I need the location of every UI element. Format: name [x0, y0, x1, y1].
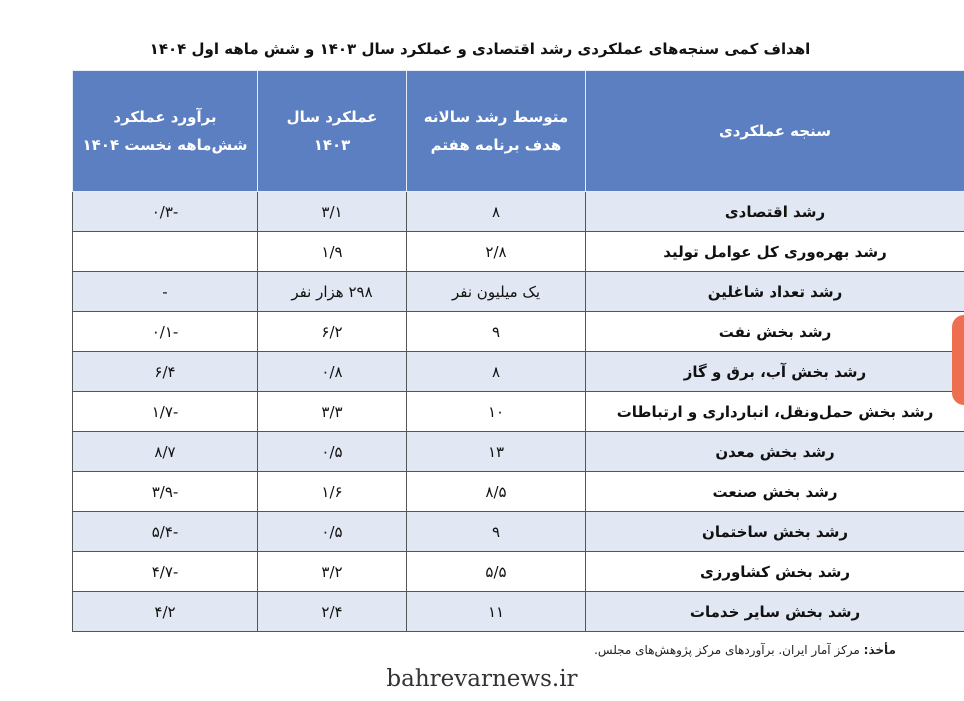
- table-row: [73, 512, 964, 552]
- cell-metric: رشد بخش آب، برق و گاز: [586, 352, 964, 392]
- cell-target: ۱۰: [407, 392, 586, 432]
- header-perf-1403: عملکرد سال ۱۴۰۳: [258, 71, 407, 192]
- cell-perf-1403: ۲۹۸ هزار نفر: [258, 272, 407, 312]
- cell-metric: رشد بخش ساختمان: [586, 512, 964, 552]
- table-title: اهداف کمی سنجه‌های عملکردی رشد اقتصادی و عملکرد سال ۱۴۰۳ و شش ماهه اول ۱۴۰۴: [149, 40, 811, 58]
- cell-target: ۸: [407, 352, 586, 392]
- table-row: [73, 432, 964, 472]
- cell-estimate-1404: -۰/۳: [73, 192, 258, 232]
- cell-perf-1403: ۱/۹: [258, 232, 407, 272]
- cell-perf-1403: ۳/۱: [258, 192, 407, 232]
- site-watermark: bahrevarnews.ir: [386, 666, 578, 692]
- header-target: متوسط رشد سالانه هدف برنامه هفتم: [407, 71, 586, 192]
- table-row: [73, 312, 964, 352]
- cell-perf-1403: ۰/۵: [258, 512, 407, 552]
- source-label: مأخذ:: [863, 643, 896, 657]
- cell-perf-1403: ۱/۶: [258, 472, 407, 512]
- cell-estimate-1404: -۳/۹: [73, 472, 258, 512]
- table-row: [73, 232, 964, 272]
- cell-target: ۸: [407, 192, 586, 232]
- cell-metric: رشد تعداد شاغلین: [586, 272, 964, 312]
- source-note: [594, 643, 896, 657]
- cell-metric: رشد بخش حمل‌ونقل، انبارداری و ارتباطات: [586, 392, 964, 432]
- table-row: [73, 472, 964, 512]
- cell-metric: رشد بهره‌وری کل عوامل تولید: [586, 232, 964, 272]
- cell-target: ۱۳: [407, 432, 586, 472]
- cell-metric: رشد بخش نفت: [586, 312, 964, 352]
- cell-perf-1403: ۳/۲: [258, 552, 407, 592]
- source-text: مرکز آمار ایران. برآوردهای مرکز پژوهش‌های مجلس.: [594, 643, 860, 657]
- cell-target: ۹: [407, 312, 586, 352]
- table-row: [73, 272, 964, 312]
- header-metric: سنجه عملکردی: [586, 71, 964, 192]
- cell-metric: رشد بخش سایر خدمات: [586, 592, 964, 632]
- header-row: [73, 71, 964, 192]
- cell-metric: رشد اقتصادی: [586, 192, 964, 232]
- cell-metric: رشد بخش معدن: [586, 432, 964, 472]
- table-row: [73, 592, 964, 632]
- cell-metric: رشد بخش صنعت: [586, 472, 964, 512]
- cell-estimate-1404: -: [73, 272, 258, 312]
- cell-target: ۱۱: [407, 592, 586, 632]
- cell-perf-1403: ۳/۳: [258, 392, 407, 432]
- cell-metric: رشد بخش کشاورزی: [586, 552, 964, 592]
- cell-target: ۲/۸: [407, 232, 586, 272]
- cell-perf-1403: ۰/۵: [258, 432, 407, 472]
- cell-estimate-1404: -۰/۱: [73, 312, 258, 352]
- cell-perf-1403: ۲/۴: [258, 592, 407, 632]
- cell-estimate-1404: [73, 232, 258, 272]
- cell-perf-1403: ۶/۲: [258, 312, 407, 352]
- cell-target: ۵/۵: [407, 552, 586, 592]
- performance-table: [72, 70, 964, 632]
- header-estimate-1404: برآورد عملکرد شش‌ماهه نخست ۱۴۰۴: [73, 71, 258, 192]
- cell-estimate-1404: -۵/۴: [73, 512, 258, 552]
- table-row: [73, 392, 964, 432]
- cell-target: یک میلیون نفر: [407, 272, 586, 312]
- cell-estimate-1404: ۶/۴: [73, 352, 258, 392]
- cell-target: ۹: [407, 512, 586, 552]
- side-tab[interactable]: [952, 315, 964, 405]
- cell-estimate-1404: -۱/۷: [73, 392, 258, 432]
- cell-perf-1403: ۰/۸: [258, 352, 407, 392]
- cell-estimate-1404: ۸/۷: [73, 432, 258, 472]
- table-row: [73, 352, 964, 392]
- table-row: [73, 192, 964, 232]
- cell-estimate-1404: -۴/۷: [73, 552, 258, 592]
- cell-estimate-1404: ۴/۲: [73, 592, 258, 632]
- cell-target: ۸/۵: [407, 472, 586, 512]
- table-row: [73, 552, 964, 592]
